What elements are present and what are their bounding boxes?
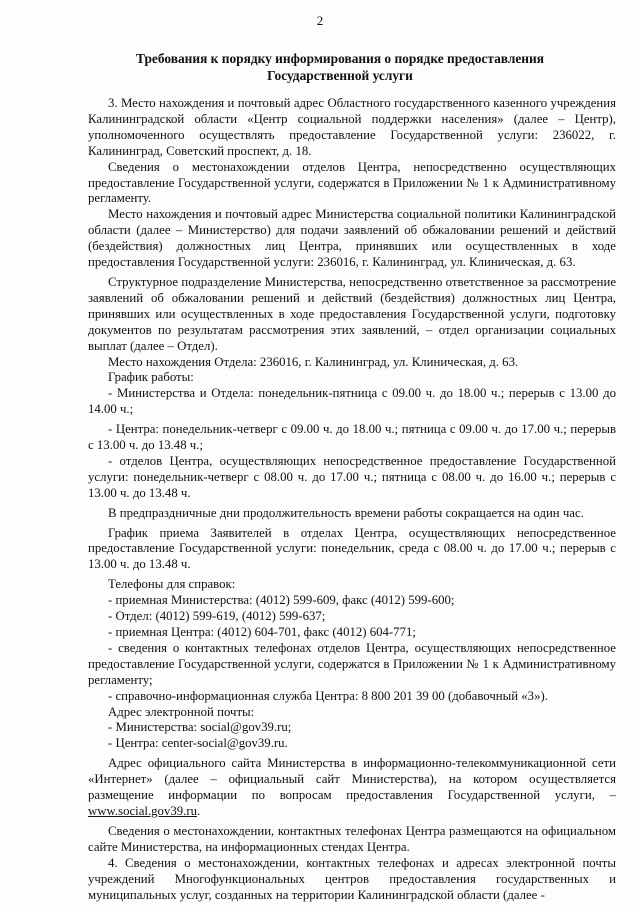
paragraph-ministry-unit: Структурное подразделение Министерства, непосредственно ответственное за рассмотрение заявлений об обжаловании решений и действий (бездействия) должностных лиц Центра, принявших или осуществленных в ходе предоставления Государственной услуги, подготовку документов по результатам рассмотрения этих заявлений, – отдел организации социальных выплат (далее – Отдел). bbox=[88, 274, 616, 353]
paragraph-center-address: 3. Место нахождения и почтовый адрес Областного государственного казенного учреждения Калининградской области «Центр социальной поддержки населения» (далее – Центр), уполномоченного осуществлять предоставление Государственной услуги: 236022, г. Калининград, Советский проспект, д. 18. bbox=[88, 96, 616, 158]
paragraph-phone-center: - приемная Центра: (4012) 604-701, факс (4012) 604-771; bbox=[108, 625, 416, 639]
title-line-1: Требования к порядку информирования о порядке предоставления bbox=[136, 51, 544, 66]
paragraph-reception-schedule: График приема Заявителей в отделах Центра, осуществляющих непосредственное предоставление Государственной услуги: понедельник, среда с 08.00 ч. до 17.00 ч.; перерыв с 13.00 ч. до 13.48 ч. bbox=[88, 525, 616, 572]
paragraph-email-heading: Адрес электронной почты: bbox=[108, 704, 255, 719]
document-title bbox=[120, 50, 560, 84]
paragraph-info-placement: Сведения о местонахождении, контактных телефонах Центра размещаются на официальном сайте Министерства, на информационных стендах Центра. bbox=[88, 823, 616, 854]
paragraph-phones-heading: Телефоны для справок: bbox=[108, 577, 236, 592]
paragraph-mfc: 4. Сведения о местонахождении, контактных телефонах и адресах электронной почты учреждений Многофункциональных центров предоставления государственных и муниципальных услуг, созданных на территории Калининградской области (далее - bbox=[88, 855, 616, 902]
paragraph-center-departments: Сведения о местонахождении отделов Центра, непосредственно осуществляющих предоставление Государственной услуги, содержатся в Приложении № 1 к Административному регламенту. bbox=[88, 159, 616, 206]
paragraph-schedule-departments: - отделов Центра, осуществляющих непосредственное предоставление Государственной услуги: понедельник-четверг с 08.00 ч. до 17.00 ч.; пятница с 08.00 ч. до 16.00 ч.; перерыв с 13.00 ч. до 13.48 ч. bbox=[88, 453, 616, 500]
website-link[interactable]: www.social.gov39.ru bbox=[88, 803, 197, 818]
page-number: 2 bbox=[316, 13, 324, 28]
paragraph-phone-departments: - сведения о контактных телефонах отделов Центра, осуществляющих непосредственное предоставление Государственной услуги, содержатся в Приложении № 1 к Административному регламенту; bbox=[88, 640, 616, 687]
paragraph-phone-unit: - Отдел: (4012) 599-619, (4012) 599-637; bbox=[108, 609, 326, 624]
paragraph-email-center: - Центра: center-social@gov39.ru. bbox=[108, 736, 288, 751]
paragraph-hotline: - справочно-информационная служба Центра: 8 800 201 39 00 (добавочный «3»). bbox=[108, 688, 548, 703]
paragraph-pre-holiday: В предпраздничные дни продолжительность времени работы сокращается на один час. bbox=[108, 505, 584, 520]
website-period: . bbox=[197, 803, 201, 818]
paragraph-schedule-heading: График работы: bbox=[108, 370, 194, 385]
title-line-2: Государственной услуги bbox=[267, 68, 413, 83]
paragraph-website bbox=[88, 756, 616, 820]
document-body bbox=[88, 96, 616, 903]
paragraph-schedule-ministry: - Министерства и Отдела: понедельник-пятница с 09.00 ч. до 18.00 ч.; перерыв с 13.00 до 14.00 ч.; bbox=[88, 386, 616, 417]
website-text: Адрес официального сайта Министерства в информационно-телекоммуникационной сети «Интернет» (далее – официальный сайт Министерства), на котором осуществляется размещение информации по вопросам предоставления Государственной услуги, – bbox=[88, 756, 616, 803]
paragraph-phone-ministry: - приемная Министерства: (4012) 599-609, факс (4012) 599-600; bbox=[108, 593, 455, 608]
paragraph-unit-location: Место нахождения Отдела: 236016, г. Калининград, ул. Клиническая, д. 63. bbox=[108, 354, 519, 369]
paragraph-ministry-address: Место нахождения и почтовый адрес Министерства социальной политики Калининградской области (далее – Министерство) для подачи заявлений об обжаловании решений и действий (бездействия) должностных лиц Центра, принявших или осуществленных в ходе предоставления Государственной услуги: 236016, г. Калининград, ул. Клиническая, д. 63. bbox=[88, 207, 616, 270]
paragraph-schedule-center: - Центра: понедельник-четверг с 09.00 ч. до 18.00 ч.; пятница с 09.00 ч. до 17.00 ч.; перерыв с 13.00 ч. до 13.48 ч.; bbox=[88, 422, 616, 453]
paragraph-email-ministry: - Министерства: social@gov39.ru; bbox=[108, 720, 292, 735]
